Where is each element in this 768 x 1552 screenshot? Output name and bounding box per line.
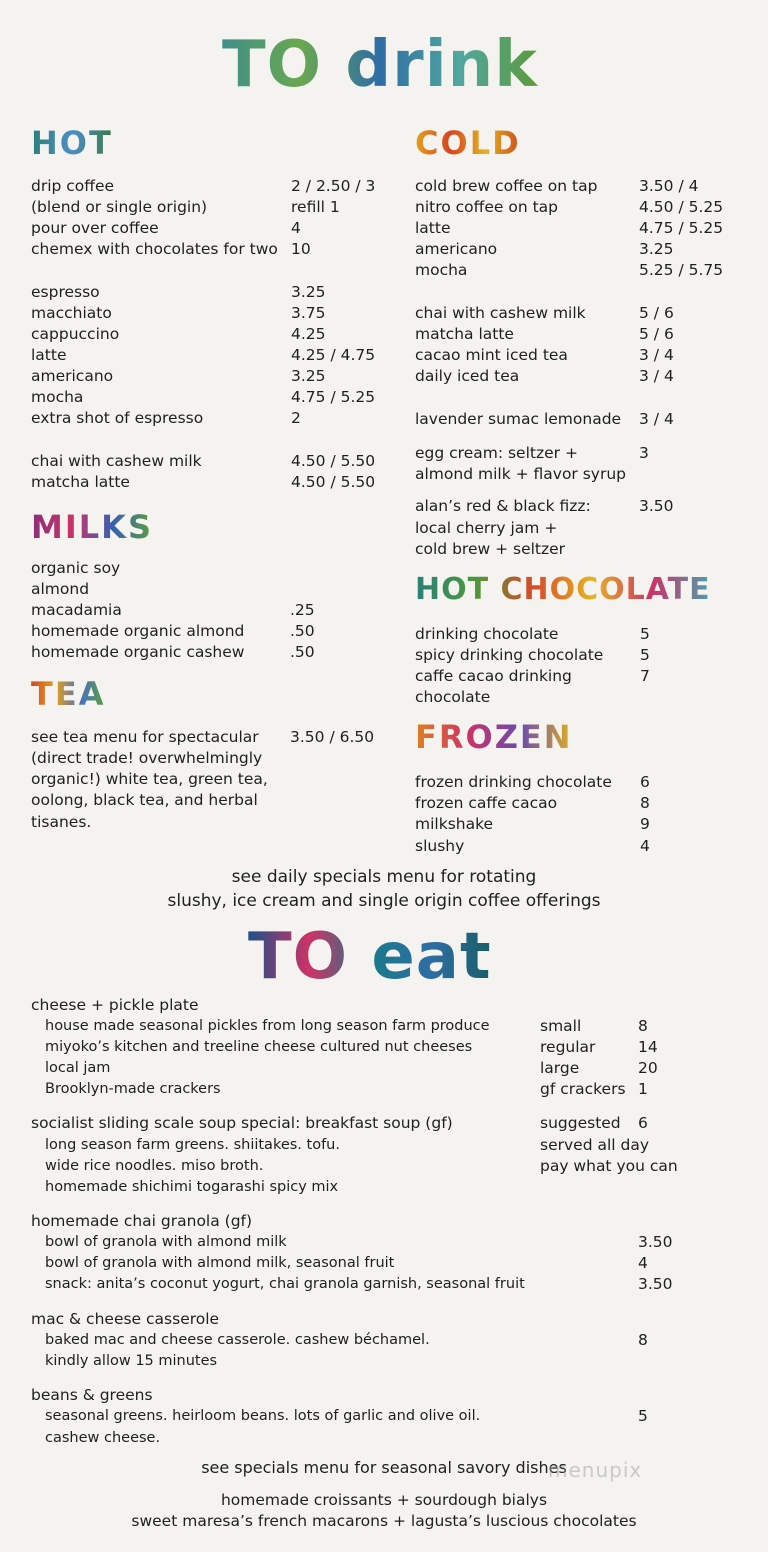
to-eat-title: TO eat [248, 920, 492, 994]
mac-price: 8 [638, 1331, 648, 1349]
beans-greens-name: beans & greens [31, 1386, 153, 1404]
beans-price: 5 [638, 1407, 648, 1425]
cold-item-price: 5.25 / 5.75 [639, 261, 724, 279]
milks-item-name: almond [31, 580, 90, 598]
to-drink-title: TO drink [222, 28, 538, 102]
hot-chocolate-heading: HOT CHOCOLATE [415, 572, 711, 607]
cold-item-name: chai with cashew milk [415, 304, 586, 322]
soup-price: 6 [638, 1114, 648, 1132]
hot-item-name: latte [31, 346, 67, 364]
soup-name: socialist sliding scale soup special: breakfast soup (gf) [31, 1114, 453, 1132]
milks-heading: MILKS [31, 508, 153, 546]
frozen-item-name: frozen caffe cacao [415, 794, 558, 812]
cheese-line: miyoko’s kitchen and treeline cheese cultured nut cheeses [45, 1039, 473, 1055]
granola-price: 3.50 [638, 1233, 673, 1251]
tea-heading: TEA [31, 675, 106, 713]
hot-chocolate-item-name: caffe cacao drinking [415, 667, 572, 685]
cold-item-price: 5 / 6 [639, 304, 674, 322]
cold-item-name: nitro coffee on tap [415, 198, 558, 216]
milks-item-price: .25 [290, 601, 315, 619]
soup-line: wide rice noodles. miso broth. [45, 1158, 264, 1174]
cheese-line: house made seasonal pickles from long season farm produce [45, 1018, 490, 1034]
beans-line: seasonal greens. heirloom beans. lots of garlic and olive oil. [45, 1408, 481, 1424]
tea-item-name: tisanes. [31, 813, 92, 831]
hot-chocolate-item-price: 5 [640, 625, 650, 643]
hot-item-name: chai with cashew milk [31, 452, 202, 470]
frozen-item-name: frozen drinking chocolate [415, 773, 612, 791]
hot-item-price: 4 [291, 219, 301, 237]
cheese-price: 1 [638, 1080, 648, 1098]
cold-item-price: 3 / 4 [639, 367, 674, 385]
cold-item-price: 4.50 / 5.25 [639, 198, 724, 216]
hot-chocolate-item-name: spicy drinking chocolate [415, 646, 604, 664]
hot-item-name: macchiato [31, 304, 112, 322]
granola-price: 4 [638, 1254, 648, 1272]
granola-line: bowl of granola with almond milk, seasonal fruit [45, 1255, 395, 1271]
cold-item-price: 3 [639, 444, 649, 462]
cold-item-name: cold brew + seltzer [415, 540, 566, 558]
granola-line: snack: anita’s coconut yogurt, chai granola garnish, seasonal fruit [45, 1276, 525, 1292]
hot-item-price: 3.25 [291, 367, 326, 385]
hot-item-name: drip coffee [31, 177, 115, 195]
cheese-size: gf crackers [540, 1080, 626, 1098]
frozen-item-price: 8 [640, 794, 650, 812]
cold-item-price: 3.50 [639, 497, 674, 515]
cold-item-name: matcha latte [415, 325, 514, 343]
hot-item-name: matcha latte [31, 473, 130, 491]
hot-item-name: chemex with chocolates for two [31, 240, 278, 258]
frozen-item-name: slushy [415, 837, 465, 855]
frozen-item-price: 6 [640, 773, 650, 791]
hot-chocolate-item-name: drinking chocolate [415, 625, 559, 643]
cold-item-name: egg cream: seltzer + [415, 444, 578, 462]
frozen-item-price: 4 [640, 837, 650, 855]
hot-heading: HOT [31, 124, 113, 162]
hot-item-name: cappuccino [31, 325, 120, 343]
granola-name: homemade chai granola (gf) [31, 1212, 253, 1230]
cheese-price: 20 [638, 1059, 658, 1077]
cold-item-price: 3.50 / 4 [639, 177, 699, 195]
tea-item-name: organic!) white tea, green tea, [31, 770, 268, 788]
hot-item-name: extra shot of espresso [31, 409, 204, 427]
cold-item-name: daily iced tea [415, 367, 520, 385]
footer-line-1: homemade croissants + sourdough bialys [220, 1491, 548, 1509]
mac-line: baked mac and cheese casserole. cashew béchamel. [45, 1332, 430, 1348]
hot-item-price: 2 [291, 409, 301, 427]
cold-item-name: almond milk + flavor syrup [415, 465, 627, 483]
hot-item-name: espresso [31, 283, 100, 301]
hot-item-name: (blend or single origin) [31, 198, 208, 216]
cold-item-name: cold brew coffee on tap [415, 177, 598, 195]
granola-line: bowl of granola with almond milk [45, 1234, 287, 1250]
mac-line: kindly allow 15 minutes [45, 1353, 218, 1369]
hot-item-price: 2 / 2.50 / 3 [291, 177, 376, 195]
cold-item-name: americano [415, 240, 498, 258]
watermark: menupix [548, 1458, 643, 1482]
tea-item-price: 3.50 / 6.50 [290, 728, 375, 746]
hot-chocolate-item-price: 7 [640, 667, 650, 685]
tea-item-name: oolong, black tea, and herbal [31, 791, 258, 809]
milks-item-price: .50 [290, 622, 315, 640]
hot-item-name: pour over coffee [31, 219, 159, 237]
cold-item-price: 3 / 4 [639, 410, 674, 428]
hot-item-price: 4.50 / 5.50 [291, 473, 376, 491]
cheese-plate-name: cheese + pickle plate [31, 996, 199, 1014]
cold-item-price: 4.75 / 5.25 [639, 219, 724, 237]
cold-item-name: cacao mint iced tea [415, 346, 568, 364]
milks-item-name: homemade organic cashew [31, 643, 245, 661]
drink-note-line-1: see daily specials menu for rotating [231, 867, 537, 887]
soup-line: long season farm greens. shiitakes. tofu. [45, 1137, 340, 1153]
cheese-price: 14 [638, 1038, 658, 1056]
beans-line: cashew cheese. [45, 1430, 161, 1446]
cheese-line: Brooklyn-made crackers [45, 1081, 221, 1097]
tea-item-name: see tea menu for spectacular [31, 728, 259, 746]
granola-price: 3.50 [638, 1275, 673, 1293]
cheese-size: large [540, 1059, 580, 1077]
cold-item-name: lavender sumac lemonade [415, 410, 622, 428]
milks-item-name: homemade organic almond [31, 622, 245, 640]
hot-item-price: 4.25 / 4.75 [291, 346, 376, 364]
cheese-size: regular [540, 1038, 596, 1056]
eat-note: see specials menu for seasonal savory dishes [201, 1458, 567, 1477]
soup-note: pay what you can [540, 1157, 678, 1175]
frozen-item-price: 9 [640, 815, 650, 833]
frozen-heading: FROZEN [415, 718, 573, 756]
hot-item-price: 4.75 / 5.25 [291, 388, 376, 406]
hot-chocolate-item-price: 5 [640, 646, 650, 664]
hot-item-name: mocha [31, 388, 84, 406]
cheese-line: local jam [45, 1060, 111, 1076]
cold-item-name: latte [415, 219, 451, 237]
frozen-item-name: milkshake [415, 815, 494, 833]
hot-item-price: 4.25 [291, 325, 326, 343]
milks-item-name: macadamia [31, 601, 122, 619]
hot-item-name: americano [31, 367, 114, 385]
hot-chocolate-item-name: chocolate [415, 688, 491, 706]
soup-note: suggested [540, 1114, 621, 1132]
soup-line: homemade shichimi togarashi spicy mix [45, 1179, 339, 1195]
drink-note-line-2: slushy, ice cream and single origin coffee offerings [167, 891, 601, 911]
milks-item-price: .50 [290, 643, 315, 661]
soup-note: served all day [540, 1136, 650, 1154]
cold-item-name: local cherry jam + [415, 519, 558, 537]
cheese-size: small [540, 1017, 582, 1035]
cheese-price: 8 [638, 1017, 648, 1035]
hot-item-price: refill 1 [291, 198, 340, 216]
tea-item-name: (direct trade! overwhelmingly [31, 749, 263, 767]
hot-item-price: 3.75 [291, 304, 326, 322]
mac-cheese-name: mac & cheese casserole [31, 1310, 220, 1328]
cold-item-name: alan’s red & black fizz: [415, 497, 591, 515]
milks-item-name: organic soy [31, 559, 121, 577]
hot-item-price: 10 [291, 240, 311, 258]
cold-item-price: 3.25 [639, 240, 674, 258]
hot-item-price: 3.25 [291, 283, 326, 301]
hot-item-price: 4.50 / 5.50 [291, 452, 376, 470]
cold-heading: COLD [415, 124, 521, 162]
cold-item-price: 5 / 6 [639, 325, 674, 343]
footer-line-2: sweet maresa’s french macarons + lagusta’s luscious chocolates [131, 1512, 637, 1530]
cold-item-name: mocha [415, 261, 468, 279]
cold-item-price: 3 / 4 [639, 346, 674, 364]
